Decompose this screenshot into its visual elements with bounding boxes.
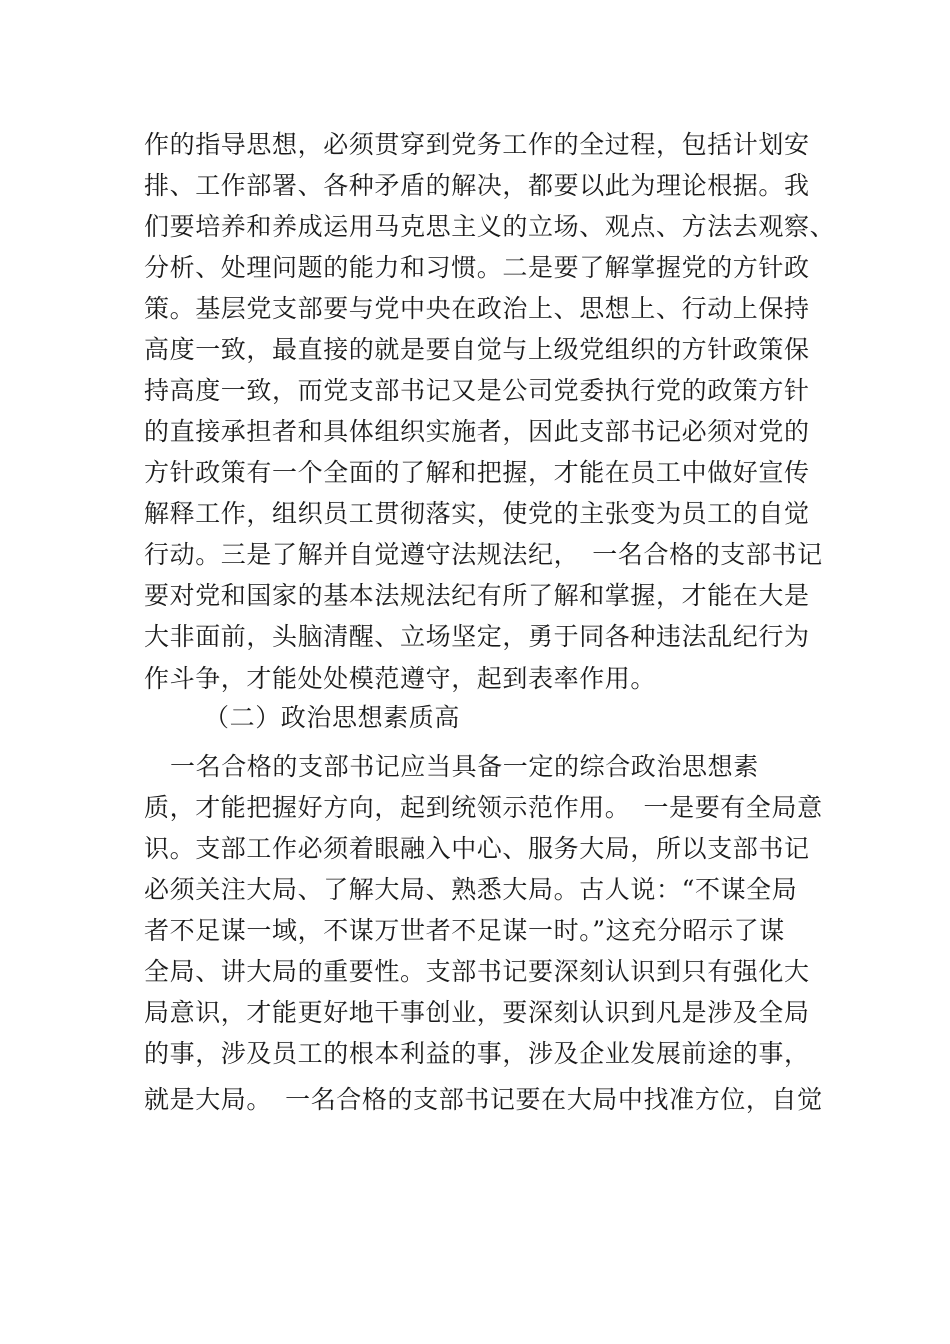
text-line: 分析、处理问题的能力和习惯。二是要了解掌握党的方针政 <box>144 253 810 282</box>
text-line: 策。基层党支部要与党中央在政治上、思想上、行动上保持 <box>144 294 810 323</box>
text-line: 解释工作，组织员工贯彻落实，使党的主张变为员工的自觉 <box>144 499 810 528</box>
text-line: 高度一致，最直接的就是要自觉与上级党组织的方针政策保 <box>144 335 810 364</box>
text-line: 就是大局。 一名合格的支部书记要在大局中找准方位，自觉 <box>144 1085 823 1114</box>
text-line: 要对党和国家的基本法规法纪有所了解和掌握，才能在大是 <box>144 581 810 610</box>
text-line: 作斗争，才能处处模范遵守，起到表率作用。 <box>144 664 657 693</box>
text-line: 们要培养和养成运用马克思主义的立场、观点、方法去观察、 <box>144 212 836 241</box>
text-line: 者不足谋一域，不谋万世者不足谋一时。”这充分昭示了谋 <box>144 916 785 945</box>
paragraph-first-line: 一名合格的支部书记应当具备一定的综合政治思想素 <box>170 752 759 781</box>
text-line: 必须关注大局、了解大局、熟悉大局。古人说：“不谋全局 <box>144 875 798 904</box>
text-line: 大非面前，头脑清醒、立场坚定，勇于同各种违法乱纪行为 <box>144 622 810 651</box>
text-line: 质，才能把握好方向，起到统领示范作用。 一是要有全局意 <box>144 793 823 822</box>
text-line: 的直接承担者和具体组织实施者，因此支部书记必须对党的 <box>144 417 810 446</box>
section-heading: （二）政治思想素质高 <box>204 703 461 732</box>
text-line: 方针政策有一个全面的了解和把握，才能在员工中做好宣传 <box>144 458 810 487</box>
text-line: 识。支部工作必须着眼融入中心、服务大局，所以支部书记 <box>144 834 810 863</box>
text-line: 全局、讲大局的重要性。支部书记要深刻认识到只有强化大 <box>144 957 810 986</box>
text-line: 排、工作部署、各种矛盾的解决，都要以此为理论根据。我 <box>144 171 810 200</box>
text-line: 的事，涉及员工的根本利益的事，涉及企业发展前途的事， <box>144 1039 810 1068</box>
text-line: 作的指导思想，必须贯穿到党务工作的全过程，包括计划安 <box>144 130 810 159</box>
text-line: 持高度一致，而党支部书记又是公司党委执行党的政策方针 <box>144 376 810 405</box>
text-line: 局意识，才能更好地干事创业，要深刻认识到凡是涉及全局 <box>144 998 810 1027</box>
text-line: 行动。三是了解并自觉遵守法规法纪， 一名合格的支部书记 <box>144 540 823 569</box>
